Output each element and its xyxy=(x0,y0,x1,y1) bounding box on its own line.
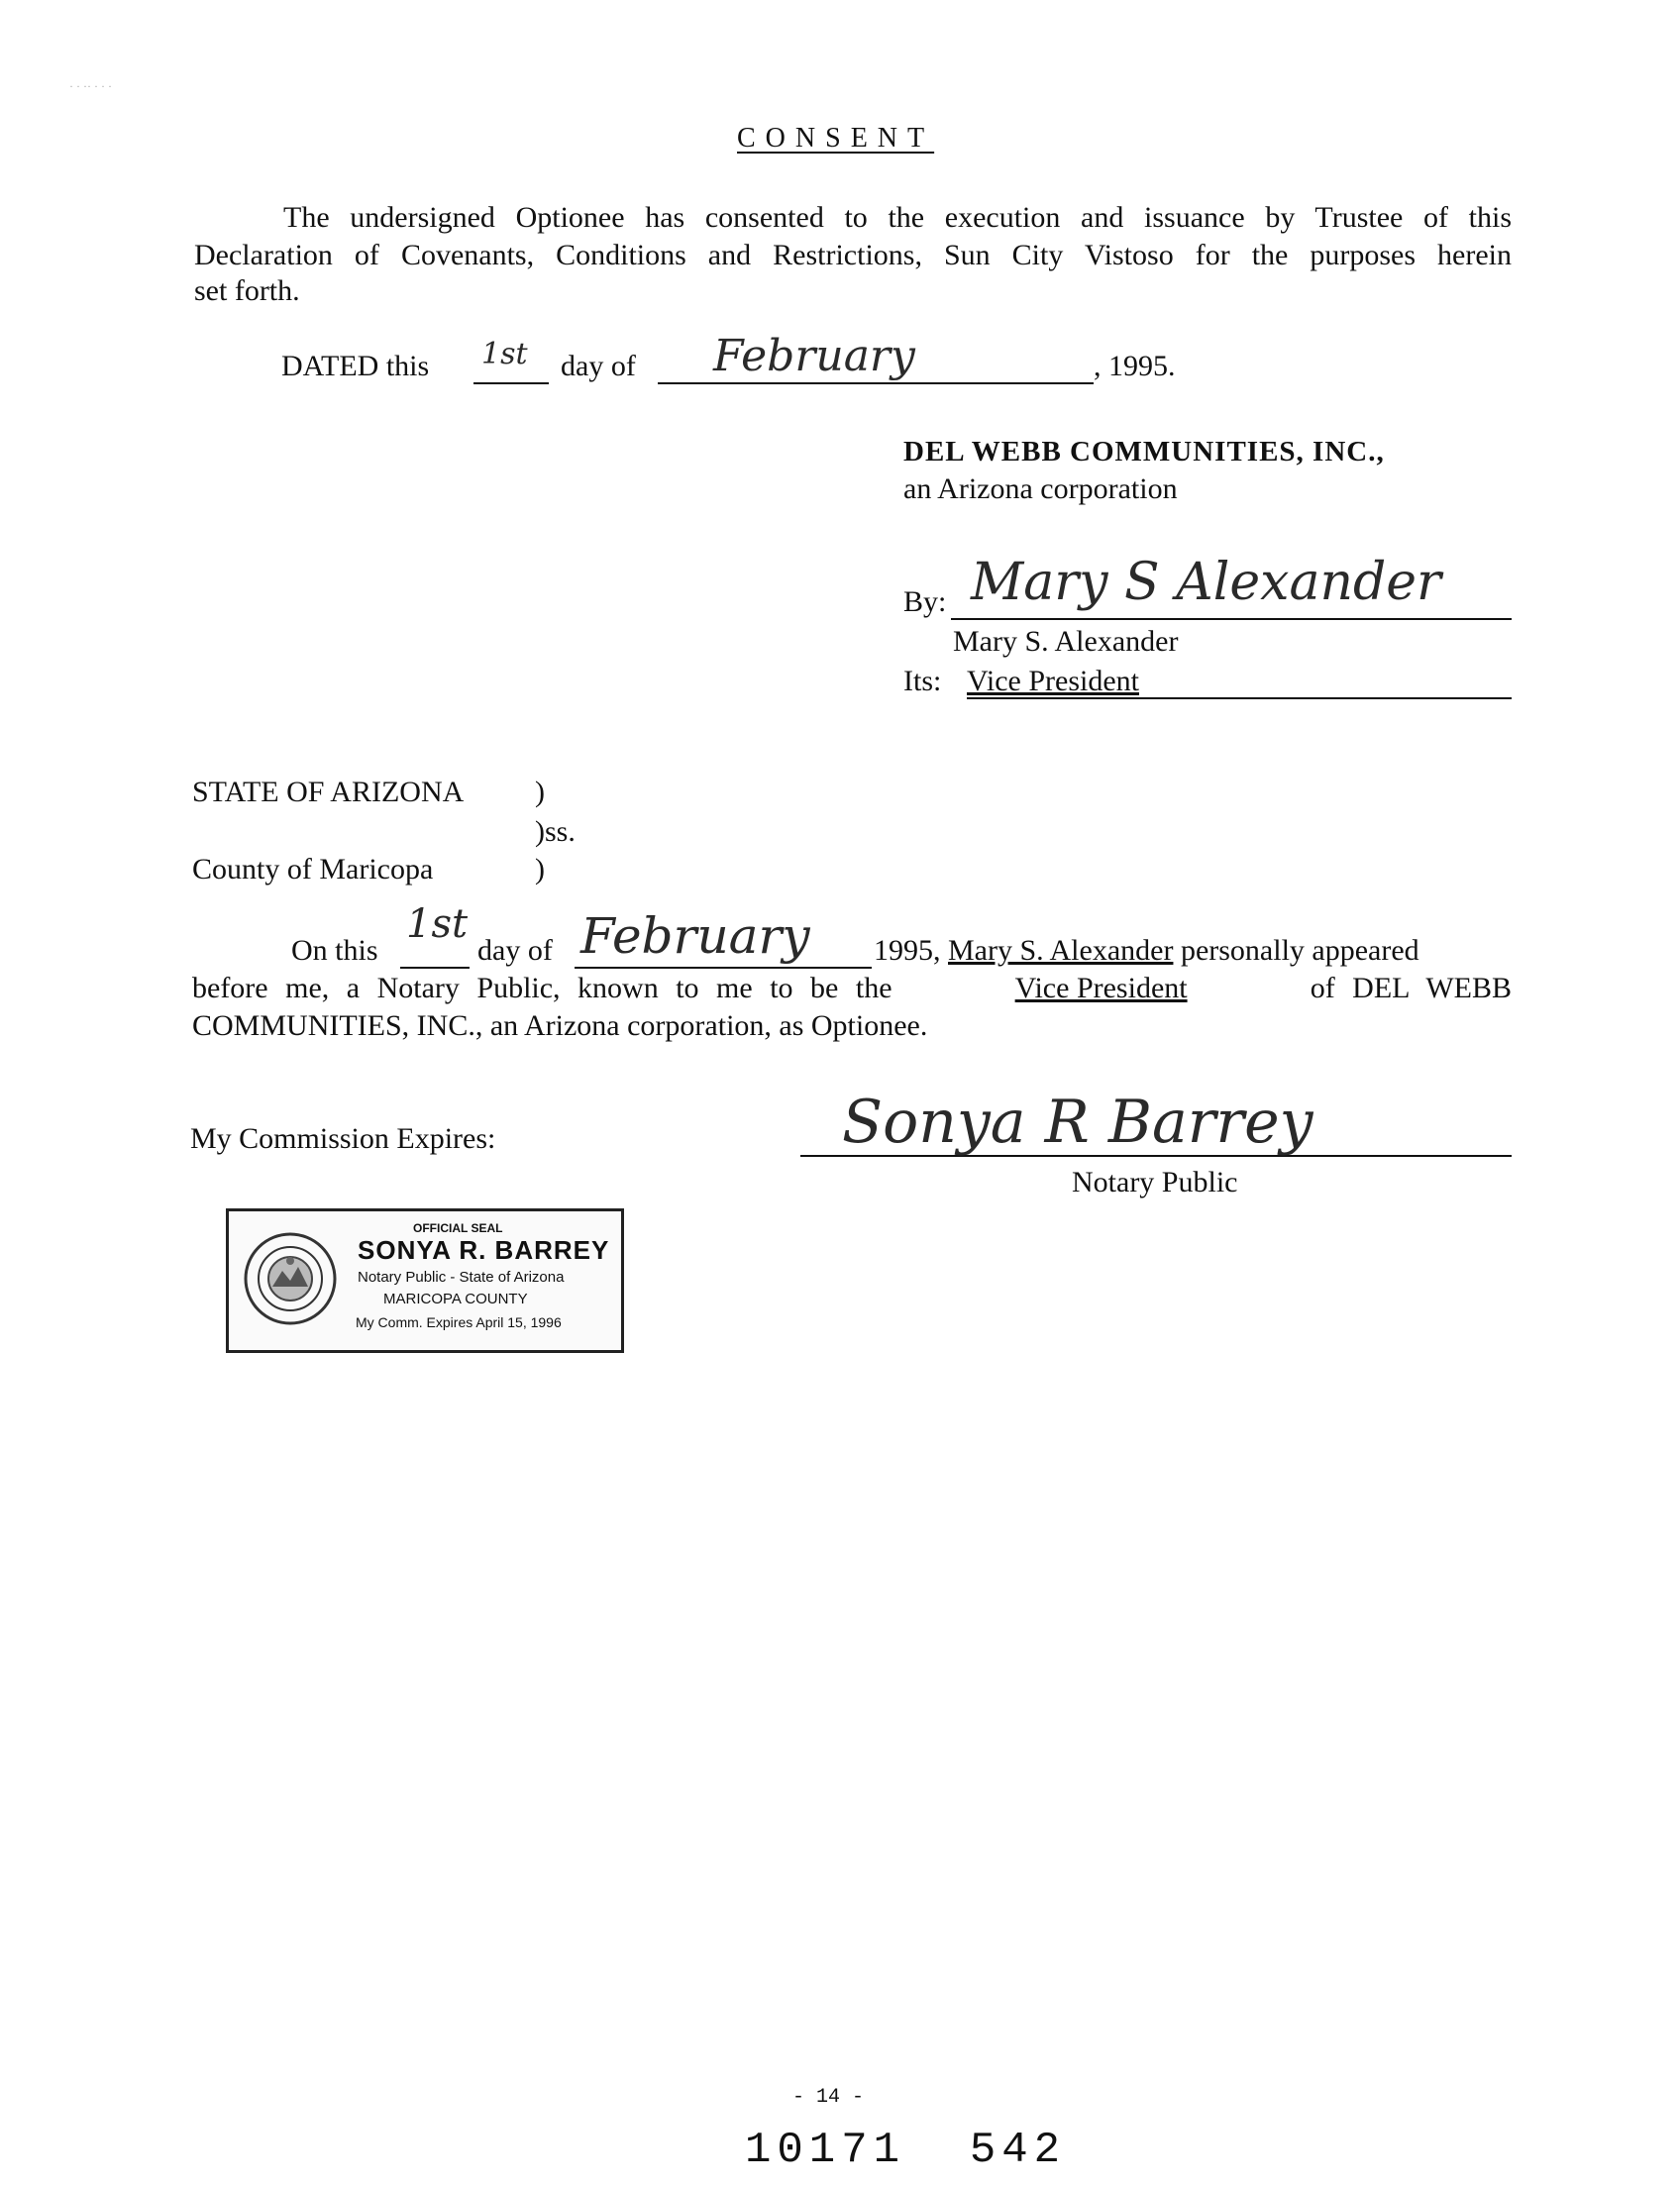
venue-state: STATE OF ARIZONA xyxy=(192,776,465,808)
ack-name: Mary S. Alexander xyxy=(948,934,1174,967)
ack-day-handwritten: 1st xyxy=(406,901,469,947)
ack-appeared: personally appeared xyxy=(1180,934,1419,967)
signer-name: Mary S. Alexander xyxy=(953,625,1179,658)
record-number: 10171 542 xyxy=(745,2126,1067,2175)
document-title: CONSENT xyxy=(737,123,935,154)
venue-paren-1: ) xyxy=(535,776,545,808)
seal-line-3: My Comm. Expires April 15, 1996 xyxy=(356,1314,562,1330)
ack-month-field xyxy=(575,907,872,969)
ack-month-handwritten: February xyxy=(580,907,810,965)
commission-label: My Commission Expires: xyxy=(190,1122,496,1155)
ack-on-this: On this xyxy=(291,934,378,967)
venue-paren-2: ) xyxy=(535,853,545,885)
dated-label: DATED this xyxy=(281,350,430,382)
ack-line-3: COMMUNITIES, INC., an Arizona corporation, as Optionee. xyxy=(192,1009,928,1042)
company-name: DEL WEBB COMMUNITIES, INC., xyxy=(903,436,1385,468)
intro-line-2: Declaration of Covenants, Conditions and Restrictions, Sun City Vistoso for the purposes herein xyxy=(194,239,1512,271)
signer-signature: Mary S Alexander xyxy=(971,553,1441,612)
ack-line-2-b: of DEL WEBB xyxy=(1310,972,1512,1004)
venue-county: County of Maricopa xyxy=(192,853,434,885)
seal-header: OFFICIAL SEAL xyxy=(413,1221,503,1235)
ack-line-2-title: Vice President xyxy=(1014,972,1188,1004)
dated-month-field xyxy=(658,331,1094,384)
signer-title: Vice President xyxy=(967,665,1139,697)
its-label: Its: xyxy=(903,665,942,697)
by-label: By: xyxy=(903,585,947,618)
by-signature-line xyxy=(951,553,1512,620)
scan-marks: · · ·· · · · xyxy=(69,79,112,93)
dated-day-field xyxy=(473,337,549,384)
ack-line-2 xyxy=(192,971,1512,1006)
ack-year: 1995, xyxy=(874,934,941,967)
page-number: - 14 - xyxy=(792,2086,865,2109)
ack-day-of: day of xyxy=(477,934,553,967)
venue-ss: )ss. xyxy=(535,815,576,848)
dated-year: , 1995. xyxy=(1094,350,1176,382)
state-seal-icon xyxy=(243,1231,338,1326)
dated-month-handwritten: February xyxy=(713,331,915,381)
seal-line-2: MARICOPA COUNTY xyxy=(383,1291,528,1307)
intro-line-1: The undersigned Optionee has consented to the execution and issuance by Trustee of this xyxy=(283,201,1512,234)
its-title-line xyxy=(967,662,1512,699)
dated-day-handwritten: 1st xyxy=(481,337,528,371)
ack-day-field xyxy=(400,901,470,969)
seal-name: SONYA R. BARREY xyxy=(358,1235,610,1265)
ack-line-2-a: before me, a Notary Public, known to me to be the xyxy=(192,972,892,1004)
dated-day-of: day of xyxy=(561,350,636,382)
notary-signature: Sonya R Barrey xyxy=(842,1088,1313,1157)
notary-label: Notary Public xyxy=(1072,1166,1238,1198)
intro-line-3: set forth. xyxy=(194,274,300,307)
company-type: an Arizona corporation xyxy=(903,472,1178,505)
seal-line-1: Notary Public - State of Arizona xyxy=(358,1269,565,1286)
ack-line-1 xyxy=(874,933,1419,969)
notary-seal-stamp xyxy=(226,1208,624,1353)
